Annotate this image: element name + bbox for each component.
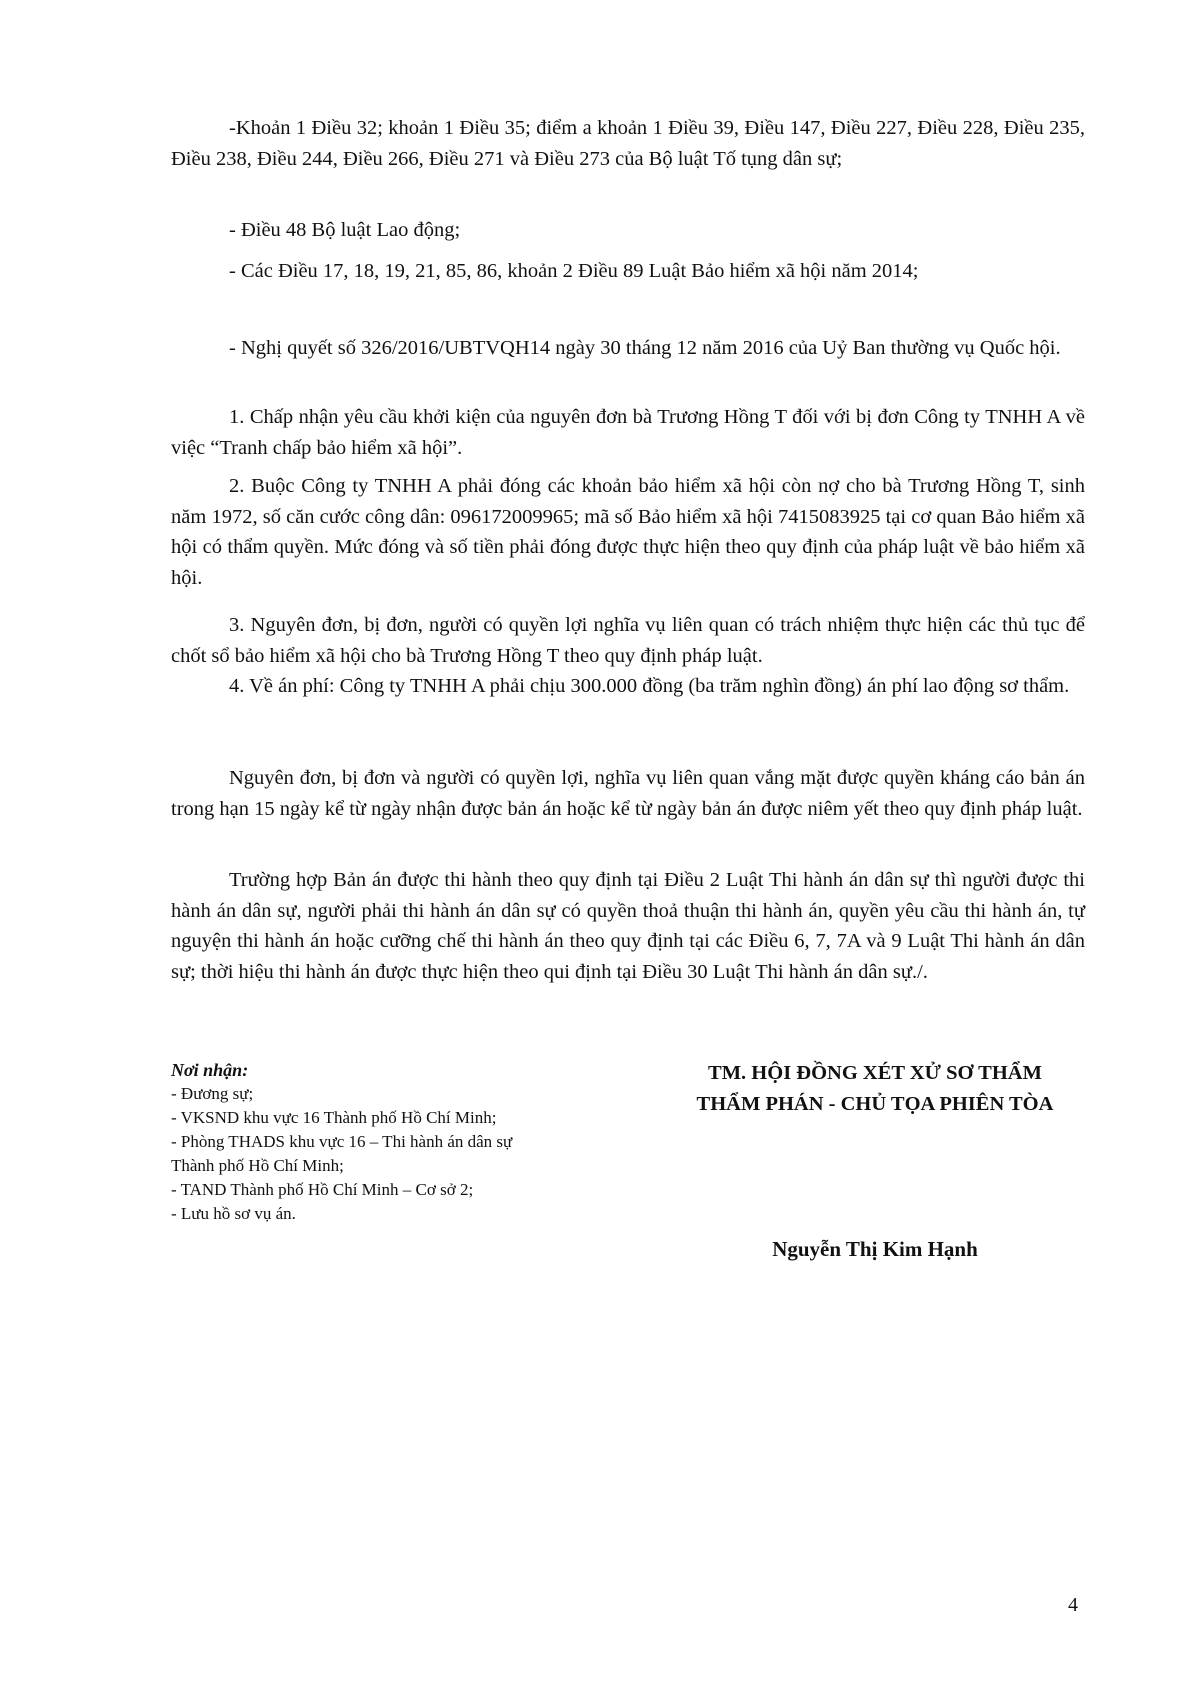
- ruling-item-3: 3. Nguyên đơn, bị đơn, người có quyền lợi nghĩa vụ liên quan có trách nhiệm thực hiện các thủ tục để chốt sổ bảo hiểm xã hội cho bà Trương Hồng T theo quy định pháp luật.: [171, 614, 1085, 667]
- signature-block: [620, 1058, 1130, 1120]
- recipient-item: - Đương sự;: [171, 1084, 254, 1103]
- recipients-title: Nơi nhận:: [171, 1060, 249, 1080]
- recipient-item: - Phòng THADS khu vực 16 – Thi hành án dân sự Thành phố Hồ Chí Minh;: [171, 1132, 513, 1175]
- recipients-block: [171, 1058, 571, 1226]
- ruling-item-4: 4. Về án phí: Công ty TNHH A phải chịu 300.000 đồng (ba trăm nghìn đồng) án phí lao động sơ thẩm.: [229, 675, 1070, 697]
- recipient-item: - Lưu hồ sơ vụ án.: [171, 1204, 296, 1223]
- appeal-rights: Nguyên đơn, bị đơn và người có quyền lợi, nghĩa vụ liên quan vắng mặt được quyền kháng cáo bản án trong hạn 15 ngày kể từ ngày nhận được bản án hoặc kể từ ngày bản án được niêm yết theo quy định pháp luật.: [171, 767, 1085, 820]
- legal-basis-labor-code: - Điều 48 Bộ luật Lao động;: [229, 219, 461, 241]
- signature-role: THẨM PHÁN - CHỦ TỌA PHIÊN TÒA: [696, 1093, 1054, 1115]
- signer-name: Nguyễn Thị Kim Hạnh: [772, 1237, 978, 1261]
- recipient-item: - TAND Thành phố Hồ Chí Minh – Cơ sở 2;: [171, 1180, 474, 1199]
- recipient-item: - VKSND khu vực 16 Thành phố Hồ Chí Minh;: [171, 1108, 497, 1127]
- legal-basis-social-insurance: - Các Điều 17, 18, 19, 21, 85, 86, khoản 2 Điều 89 Luật Bảo hiểm xã hội năm 2014;: [229, 260, 919, 282]
- signature-title: TM. HỘI ĐỒNG XÉT XỬ SƠ THẨM: [708, 1062, 1042, 1084]
- legal-basis-civil-procedure: -Khoản 1 Điều 32; khoản 1 Điều 35; điểm a khoản 1 Điều 39, Điều 147, Điều 227, Điều 228, Điều 235, Điều 238, Điều 244, Điều 266, Điều 271 và Điều 273 của Bộ luật Tố tụng dân sự;: [171, 117, 1085, 170]
- page-number: 4: [1068, 1594, 1078, 1616]
- enforcement-clause: Trường hợp Bản án được thi hành theo quy định tại Điều 2 Luật Thi hành án dân sự thì người được thi hành án dân sự, người phải thi hành án dân sự có quyền thoả thuận thi hành án, quyền yêu cầu thi hành án, tự nguyện thi hành án hoặc cưỡng chế thi hành án theo quy định tại các Điều 6, 7, 7A và 9 Luật Thi hành án dân sự; thời hiệu thi hành án được thực hiện theo qui định tại Điều 30 Luật Thi hành án dân sự./.: [171, 869, 1085, 983]
- ruling-item-2: 2. Buộc Công ty TNHH A phải đóng các khoản bảo hiểm xã hội còn nợ cho bà Trương Hồng T, sinh năm 1972, số căn cước công dân: 096172009965; mã số Bảo hiểm xã hội 7415083925 tại cơ quan Bảo hiểm xã hội có thẩm quyền. Mức đóng và số tiền phải đóng được thực hiện theo quy định của pháp luật về bảo hiểm xã hội.: [171, 475, 1085, 589]
- legal-basis-resolution: - Nghị quyết số 326/2016/UBTVQH14 ngày 30 tháng 12 năm 2016 của Uỷ Ban thường vụ Quốc hội.: [229, 337, 1061, 359]
- ruling-item-1: 1. Chấp nhận yêu cầu khởi kiện của nguyên đơn bà Trương Hồng T đối với bị đơn Công ty TNHH A về việc “Tranh chấp bảo hiểm xã hội”.: [171, 406, 1085, 459]
